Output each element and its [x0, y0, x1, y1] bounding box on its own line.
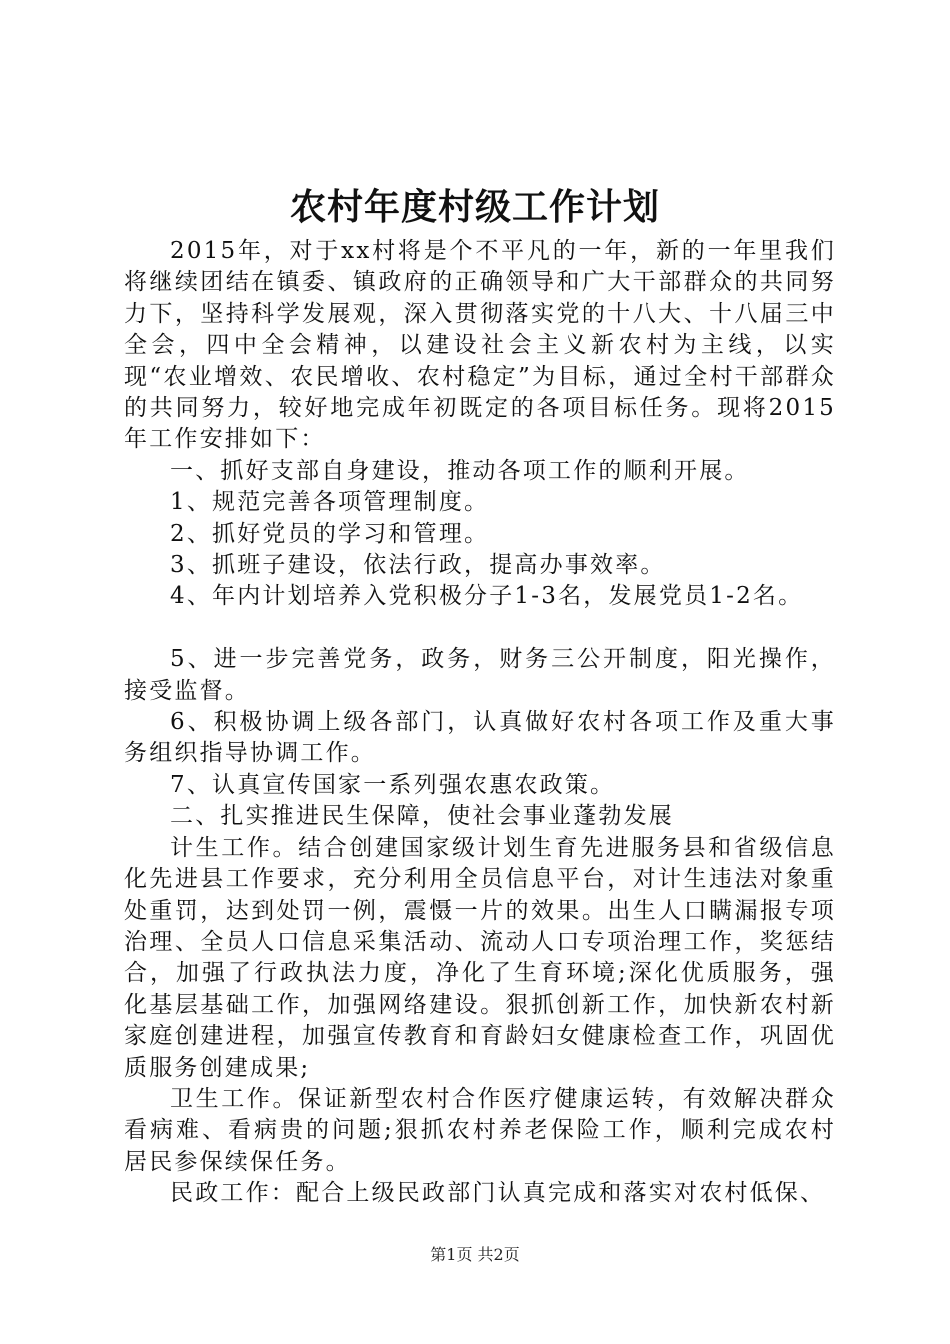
- section-heading-1: 一、抓好支部自身建设，推动各项工作的顺利开展。: [170, 457, 750, 484]
- section-heading-2: 二、扎实推进民生保障，使社会事业蓬勃发展: [170, 803, 674, 830]
- page-indicator: 第1页 共2页: [430, 1245, 520, 1264]
- list-item-2: 2、抓好党员的学习和管理。: [170, 520, 490, 547]
- list-item-6: 6、积极协调上级各部门，认真做好农村各项工作及重大事务组织指导协调工作。: [124, 709, 836, 767]
- document-title: 农村年度村级工作计划: [289, 187, 660, 228]
- family-planning-paragraph: 计生工作。结合创建国家级计划生育先进服务县和省级信息化先进县工作要求，充分利用全员信息平台，对计生违法对象重处重罚，达到处罚一例，震慑一片的效果。出生人口瞒漏报专项治理、全员人口信息采集活动、流动人口专项治理工作，奖惩结合，加强了行政执法力度，净化了生育环境;深化优质服务，强化基层基础工作，加强网络建设。狠抓创新工作，加快新农村新家庭创建进程，加强宣传教育和育龄妇女健康检查工作，巩固优质服务创建成果;: [124, 834, 836, 1081]
- list-item-1: 1、规范完善各项管理制度。: [170, 489, 490, 516]
- blank-line: [124, 613, 836, 644]
- list-item-4: 4、年内计划培养入党积极分子1-3名，发展党员1-2名。: [170, 583, 804, 610]
- list-item-5: 5、进一步完善党务，政务，财务三公开制度，阳光操作，接受监督。: [124, 646, 836, 704]
- list-item-3: 3、抓班子建设，依法行政，提高办事效率。: [170, 552, 666, 579]
- health-paragraph: 卫生工作。保证新型农村合作医疗健康运转，有效解决群众看病难、看病贵的问题;狠抓农村养老保险工作，顺利完成农村居民参保续保任务。: [124, 1085, 836, 1175]
- civil-affairs-paragraph: 民政工作：配合上级民政部门认真完成和落实对农村低保、: [170, 1180, 826, 1207]
- document-body: [124, 236, 836, 1210]
- intro-paragraph: 2015年，对于xx村将是个不平凡的一年，新的一年里我们将继续团结在镇委、镇政府的正确领导和广大干部群众的共同努力下，坚持科学发展观，深入贯彻落实党的十八大、十八届三中全会，四中全会精神，以建设社会主义新农村为主线，以实现“农业增效、农民增收、农村稳定”为目标，通过全村干部群众的共同努力，较好地完成年初既定的各项目标任务。现将2015年工作安排如下：: [124, 238, 836, 453]
- list-item-7: 7、认真宣传国家一系列强农惠农政策。: [170, 771, 616, 798]
